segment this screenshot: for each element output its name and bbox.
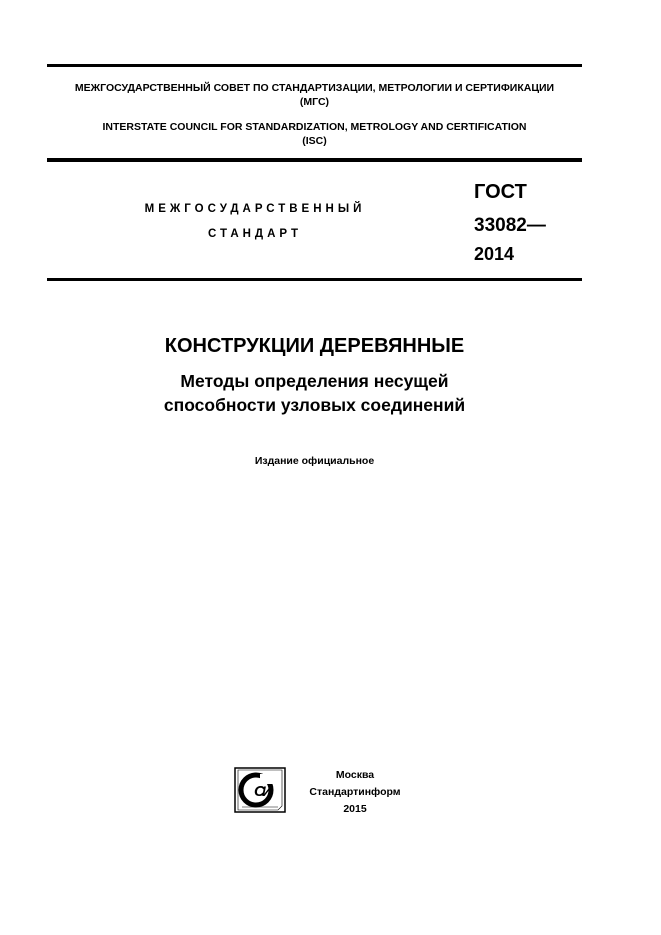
standard-type xyxy=(110,197,400,247)
standard-type-line2: СТАНДАРТ xyxy=(208,228,302,240)
gost-year: 2014 xyxy=(474,244,515,264)
svg-text:С: С xyxy=(254,783,265,800)
svg-text:И: И xyxy=(262,783,273,799)
imprint-publisher: Стандартинформ xyxy=(309,786,401,798)
standard-type-line1: МЕЖГОСУДАРСТВЕННЫЙ xyxy=(144,203,366,215)
council-en-line1: INTERSTATE COUNCIL FOR STANDARDIZATION, METROLOGY AND CERTIFICATION xyxy=(102,121,527,133)
council-ru-line1: МЕЖГОСУДАРСТВЕННЫЙ СОВЕТ ПО СТАНДАРТИЗАЦИИ, МЕТРОЛОГИИ И СЕРТИФИКАЦИИ xyxy=(74,82,555,94)
top-rule xyxy=(47,64,582,67)
gost-number: 33082— xyxy=(474,215,546,236)
council-ru-line2: (МГС) xyxy=(299,96,330,108)
imprint-year: 2015 xyxy=(343,803,367,815)
council-rule xyxy=(47,158,582,162)
document-subtitle xyxy=(47,369,582,417)
subtitle-line2: способности узловых соединений xyxy=(163,395,466,415)
imprint xyxy=(300,767,410,818)
imprint-city: Москва xyxy=(335,769,375,781)
gost-label: ГОСТ xyxy=(474,181,527,203)
document-title: КОНСТРУКЦИИ ДЕРЕВЯННЫЕ xyxy=(164,335,465,357)
standartinform-logo-icon xyxy=(234,766,286,814)
subtitle-line1: Методы определения несущей xyxy=(180,371,449,391)
council-name-en xyxy=(47,120,582,148)
header-rule xyxy=(47,278,582,281)
edition-note: Издание официальное xyxy=(254,455,375,467)
council-en-line2: (ISC) xyxy=(302,135,327,147)
council-name-ru xyxy=(47,81,582,109)
